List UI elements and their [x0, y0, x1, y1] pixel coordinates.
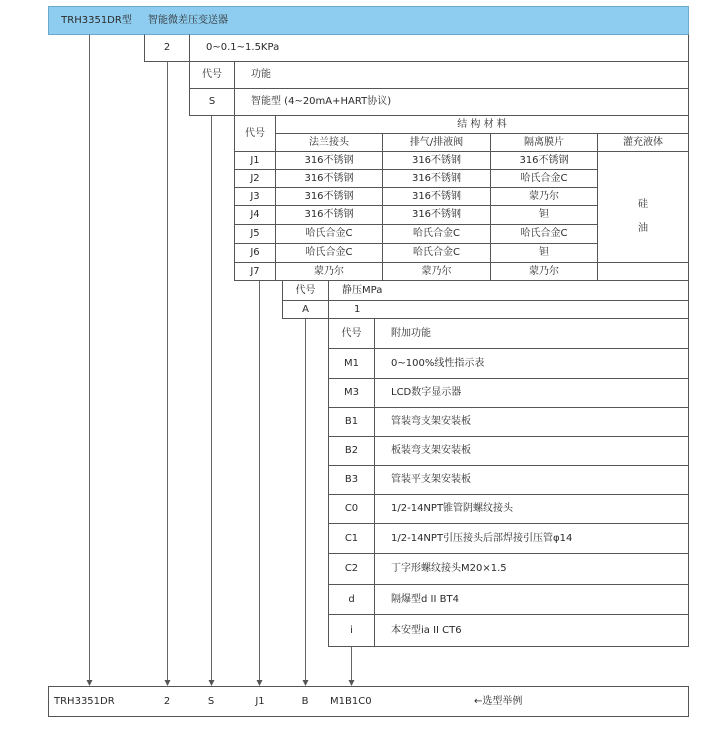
material-flange: 316不锈钢: [304, 154, 354, 166]
addon-code: C0: [344, 503, 359, 514]
material-diaphragm: 哈氏合金C: [520, 228, 568, 239]
addon-desc: 板装弯支架安装板: [391, 445, 471, 456]
function-code: S: [208, 96, 216, 107]
material-code: J7: [250, 265, 260, 277]
function-code-label: 代号: [202, 69, 222, 80]
material-code: J5: [250, 228, 260, 239]
material-code: J4: [250, 209, 260, 220]
fill-liquid-2: 油: [638, 223, 648, 234]
material-code: J1: [250, 154, 260, 166]
range-code: 2: [163, 42, 171, 53]
example-pressure: B: [301, 695, 309, 707]
addon-code: B2: [344, 445, 359, 456]
materials-col-diaphragm: 隔离膜片: [524, 136, 564, 148]
material-flange: 316不锈钢: [304, 172, 354, 184]
material-code: J3: [250, 190, 260, 202]
addons-code-label: 代号: [341, 327, 362, 339]
addon-desc: 0~100%线性指示表: [391, 357, 485, 369]
addon-desc: 管装弯支架安装板: [391, 416, 471, 427]
example-note: ←选型举例: [474, 695, 523, 707]
material-code: J2: [250, 172, 260, 184]
addon-desc: 隔爆型d II BT4: [391, 593, 459, 605]
material-diaphragm: 蒙乃尔: [529, 190, 559, 202]
materials-group-title: 结 构 材 料: [457, 118, 507, 130]
material-flange: 蒙乃尔: [314, 265, 344, 277]
material-valve: 哈氏合金C: [413, 228, 460, 239]
material-valve: 哈氏合金C: [413, 247, 460, 258]
material-flange: 316不锈钢: [304, 190, 354, 202]
material-code: J6: [250, 247, 260, 258]
function-desc: 智能型 (4~20mA+HART协议): [251, 96, 392, 107]
addon-desc: 管装平支架安装板: [391, 474, 471, 485]
material-diaphragm: 钽: [539, 209, 549, 220]
material-diaphragm: 蒙乃尔: [529, 265, 559, 277]
addon-desc: 1/2-14NPT引压接头后部焊接引压管φ14: [391, 532, 573, 544]
addon-desc: 1/2-14NPT锥管阴螺纹接头: [391, 503, 514, 514]
materials-col-flange: 法兰接头: [309, 136, 349, 148]
addon-code: B3: [344, 474, 359, 485]
example-addons: M1B1C0: [330, 695, 372, 707]
addon-code: C2: [344, 563, 359, 574]
material-flange: 哈氏合金C: [305, 247, 353, 258]
material-diaphragm: 钽: [539, 247, 549, 258]
pressure-code: A: [302, 303, 309, 315]
material-valve: 316不锈钢: [411, 190, 462, 202]
materials-col-valve: 排气/排液阀: [409, 136, 464, 148]
header-product-name: 智能微差压变送器: [148, 14, 228, 26]
material-flange: 哈氏合金C: [305, 228, 353, 239]
materials-code-label: 代号: [245, 127, 265, 139]
material-diaphragm: 哈氏合金C: [520, 172, 568, 184]
fill-liquid-1: 硅: [638, 199, 648, 210]
pressure-code-label: 代号: [295, 284, 316, 296]
material-valve: 316不锈钢: [411, 154, 462, 166]
header-bar: [49, 7, 688, 34]
addon-code: B1: [344, 416, 359, 427]
pressure-title: 静压MPa: [342, 284, 383, 296]
example-range: 2: [163, 695, 171, 707]
materials-col-fill: 灌充液体: [623, 136, 663, 148]
material-valve: 316不锈钢: [411, 172, 462, 184]
material-valve: 蒙乃尔: [421, 265, 452, 277]
function-title: 功能: [251, 69, 271, 80]
material-diaphragm: 316不锈钢: [519, 154, 569, 166]
addon-code: d: [348, 593, 355, 605]
addon-code: M3: [344, 387, 359, 398]
material-valve: 316不锈钢: [411, 209, 462, 220]
pressure-value: 1: [354, 303, 361, 315]
example-material: J1: [255, 695, 265, 707]
range-value: 0~0.1~1.5KPa: [206, 42, 280, 53]
addon-code: C1: [344, 532, 359, 544]
addons-title: 附加功能: [391, 327, 431, 339]
addon-code: i: [350, 624, 353, 636]
example-function: S: [207, 695, 215, 707]
addon-desc: 丁字形螺纹接头M20×1.5: [391, 563, 507, 574]
addon-desc: 本安型ia II CT6: [391, 624, 462, 636]
addon-desc: LCD数字显示器: [391, 387, 462, 398]
header-model: TRH3351DR型: [61, 14, 132, 26]
material-flange: 316不锈钢: [304, 209, 354, 220]
addon-code: M1: [344, 357, 359, 369]
example-model: TRH3351DR: [54, 695, 115, 707]
